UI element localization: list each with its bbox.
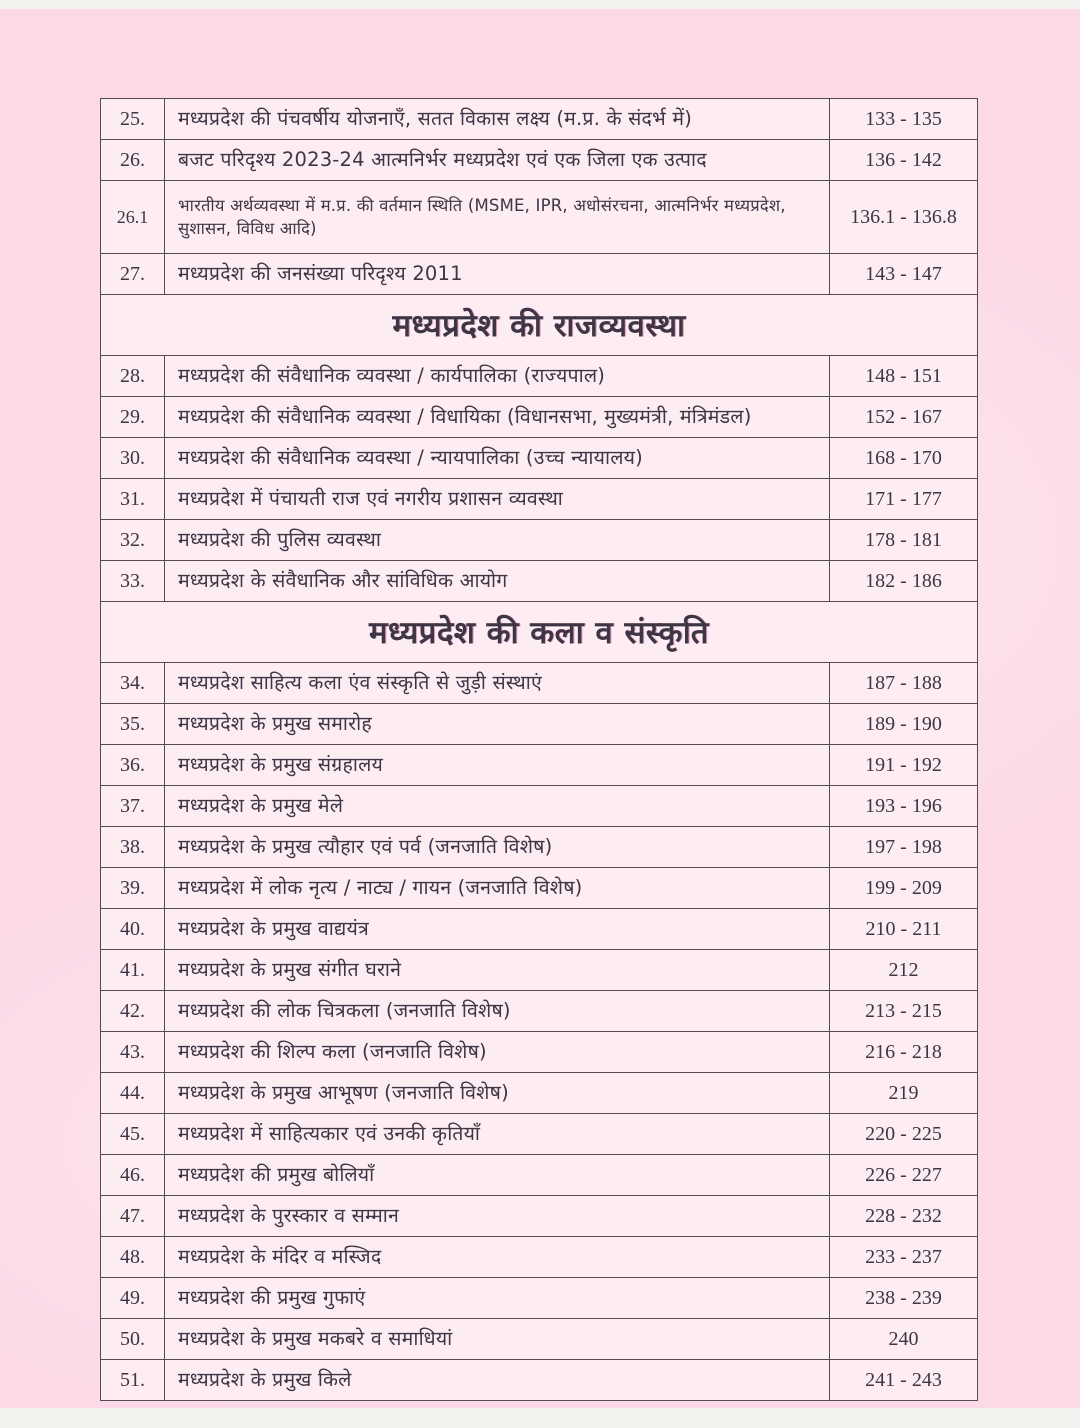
row-pages: 187 - 188	[830, 663, 978, 704]
page-bottom-edge	[0, 1408, 1080, 1428]
table-row	[101, 1237, 978, 1278]
row-number: 29.	[101, 397, 165, 438]
table-row	[101, 1278, 978, 1319]
row-pages: 136 - 142	[830, 140, 978, 181]
toc-table	[100, 98, 978, 1401]
row-title: मध्यप्रदेश के प्रमुख समारोह	[165, 704, 830, 745]
row-number: 41.	[101, 950, 165, 991]
row-pages: 212	[830, 950, 978, 991]
row-number: 47.	[101, 1196, 165, 1237]
row-number: 28.	[101, 356, 165, 397]
row-pages: 136.1 - 136.8	[830, 181, 978, 254]
row-title: मध्यप्रदेश की लोक चित्रकला (जनजाति विशेष)	[165, 991, 830, 1032]
table-row	[101, 827, 978, 868]
row-pages: 216 - 218	[830, 1032, 978, 1073]
row-title: मध्यप्रदेश में पंचायती राज एवं नगरीय प्रशासन व्यवस्था	[165, 479, 830, 520]
row-number: 51.	[101, 1360, 165, 1401]
row-title: मध्यप्रदेश के प्रमुख संगीत घराने	[165, 950, 830, 991]
table-row	[101, 479, 978, 520]
section-header: मध्यप्रदेश की राजव्यवस्था	[101, 295, 978, 356]
table-row	[101, 438, 978, 479]
page-top-edge	[0, 0, 1080, 9]
row-title: मध्यप्रदेश की प्रमुख गुफाएं	[165, 1278, 830, 1319]
row-number: 27.	[101, 254, 165, 295]
row-title: मध्यप्रदेश के प्रमुख त्यौहार एवं पर्व (जनजाति विशेष)	[165, 827, 830, 868]
row-pages: 148 - 151	[830, 356, 978, 397]
row-title: मध्यप्रदेश के प्रमुख मकबरे व समाधियां	[165, 1319, 830, 1360]
row-pages: 241 - 243	[830, 1360, 978, 1401]
table-row	[101, 786, 978, 827]
row-number: 42.	[101, 991, 165, 1032]
row-pages: 178 - 181	[830, 520, 978, 561]
table-row	[101, 745, 978, 786]
row-title: भारतीय अर्थव्यवस्था में म.प्र. की वर्तमान स्थिति (MSME, IPR, अधोसंरचना, आत्मनिर्भर मध्यप्रदेश, सुशासन, विविध आदि)	[165, 181, 830, 254]
row-title: मध्यप्रदेश के पुरस्कार व सम्मान	[165, 1196, 830, 1237]
table-row	[101, 704, 978, 745]
row-number: 44.	[101, 1073, 165, 1114]
table-row	[101, 1196, 978, 1237]
row-number: 30.	[101, 438, 165, 479]
row-pages: 238 - 239	[830, 1278, 978, 1319]
row-title: मध्यप्रदेश की जनसंख्या परिदृश्य 2011	[165, 254, 830, 295]
row-number: 50.	[101, 1319, 165, 1360]
row-number: 35.	[101, 704, 165, 745]
row-pages: 199 - 209	[830, 868, 978, 909]
row-number: 33.	[101, 561, 165, 602]
row-number: 25.	[101, 99, 165, 140]
table-row	[101, 356, 978, 397]
row-number: 31.	[101, 479, 165, 520]
row-pages: 213 - 215	[830, 991, 978, 1032]
row-pages: 171 - 177	[830, 479, 978, 520]
section-header: मध्यप्रदेश की कला व संस्कृति	[101, 602, 978, 663]
table-row	[101, 663, 978, 704]
row-number: 32.	[101, 520, 165, 561]
row-number: 39.	[101, 868, 165, 909]
table-row	[101, 909, 978, 950]
row-title: मध्यप्रदेश साहित्य कला एंव संस्कृति से जुड़ी संस्थाएं	[165, 663, 830, 704]
row-title: बजट परिदृश्य 2023-24 आत्मनिर्भर मध्यप्रदेश एवं एक जिला एक उत्पाद	[165, 140, 830, 181]
table-row	[101, 561, 978, 602]
row-pages: 210 - 211	[830, 909, 978, 950]
row-number: 43.	[101, 1032, 165, 1073]
table-row	[101, 1360, 978, 1401]
row-number: 48.	[101, 1237, 165, 1278]
row-pages: 233 - 237	[830, 1237, 978, 1278]
row-title: मध्यप्रदेश की पंचवर्षीय योजनाएँ, सतत विकास लक्ष्य (म.प्र. के संदर्भ में)	[165, 99, 830, 140]
row-title: मध्यप्रदेश की पुलिस व्यवस्था	[165, 520, 830, 561]
table-row	[101, 868, 978, 909]
table-row	[101, 1114, 978, 1155]
table-row	[101, 254, 978, 295]
row-number: 46.	[101, 1155, 165, 1196]
row-title: मध्यप्रदेश में साहित्यकार एवं उनकी कृतियाँ	[165, 1114, 830, 1155]
row-pages: 240	[830, 1319, 978, 1360]
row-pages: 182 - 186	[830, 561, 978, 602]
row-title: मध्यप्रदेश के प्रमुख संग्रहालय	[165, 745, 830, 786]
row-pages: 193 - 196	[830, 786, 978, 827]
row-number: 40.	[101, 909, 165, 950]
row-pages: 168 - 170	[830, 438, 978, 479]
row-number: 49.	[101, 1278, 165, 1319]
row-pages: 133 - 135	[830, 99, 978, 140]
row-title: मध्यप्रदेश के प्रमुख वाद्ययंत्र	[165, 909, 830, 950]
row-title: मध्यप्रदेश की संवैधानिक व्यवस्था / कार्यपालिका (राज्यपाल)	[165, 356, 830, 397]
row-pages: 228 - 232	[830, 1196, 978, 1237]
table-row	[101, 950, 978, 991]
table-row	[101, 1319, 978, 1360]
row-title: मध्यप्रदेश की संवैधानिक व्यवस्था / न्यायपालिका (उच्च न्यायालय)	[165, 438, 830, 479]
row-number: 36.	[101, 745, 165, 786]
row-title: मध्यप्रदेश के प्रमुख मेले	[165, 786, 830, 827]
table-row	[101, 520, 978, 561]
row-pages: 152 - 167	[830, 397, 978, 438]
row-number: 37.	[101, 786, 165, 827]
row-title: मध्यप्रदेश की संवैधानिक व्यवस्था / विधायिका (विधानसभा, मुख्यमंत्री, मंत्रिमंडल)	[165, 397, 830, 438]
row-number: 26.1	[101, 181, 165, 254]
row-title: मध्यप्रदेश की प्रमुख बोलियाँ	[165, 1155, 830, 1196]
row-title: मध्यप्रदेश में लोक नृत्य / नाट्य / गायन (जनजाति विशेष)	[165, 868, 830, 909]
table-row	[101, 181, 978, 254]
row-pages: 189 - 190	[830, 704, 978, 745]
row-pages: 191 - 192	[830, 745, 978, 786]
table-row	[101, 140, 978, 181]
row-title: मध्यप्रदेश के संवैधानिक और सांविधिक आयोग	[165, 561, 830, 602]
section-header-row	[101, 295, 978, 356]
row-number: 34.	[101, 663, 165, 704]
row-pages: 220 - 225	[830, 1114, 978, 1155]
row-pages: 219	[830, 1073, 978, 1114]
row-pages: 143 - 147	[830, 254, 978, 295]
row-title: मध्यप्रदेश की शिल्प कला (जनजाति विशेष)	[165, 1032, 830, 1073]
row-title: मध्यप्रदेश के मंदिर व मस्जिद	[165, 1237, 830, 1278]
table-row	[101, 1155, 978, 1196]
row-number: 38.	[101, 827, 165, 868]
table-row	[101, 991, 978, 1032]
table-of-contents	[100, 98, 978, 1401]
row-pages: 197 - 198	[830, 827, 978, 868]
table-row	[101, 1073, 978, 1114]
row-number: 26.	[101, 140, 165, 181]
table-row	[101, 397, 978, 438]
table-row	[101, 99, 978, 140]
row-number: 45.	[101, 1114, 165, 1155]
table-row	[101, 1032, 978, 1073]
row-title: मध्यप्रदेश के प्रमुख आभूषण (जनजाति विशेष)	[165, 1073, 830, 1114]
row-title: मध्यप्रदेश के प्रमुख किले	[165, 1360, 830, 1401]
row-pages: 226 - 227	[830, 1155, 978, 1196]
section-header-row	[101, 602, 978, 663]
